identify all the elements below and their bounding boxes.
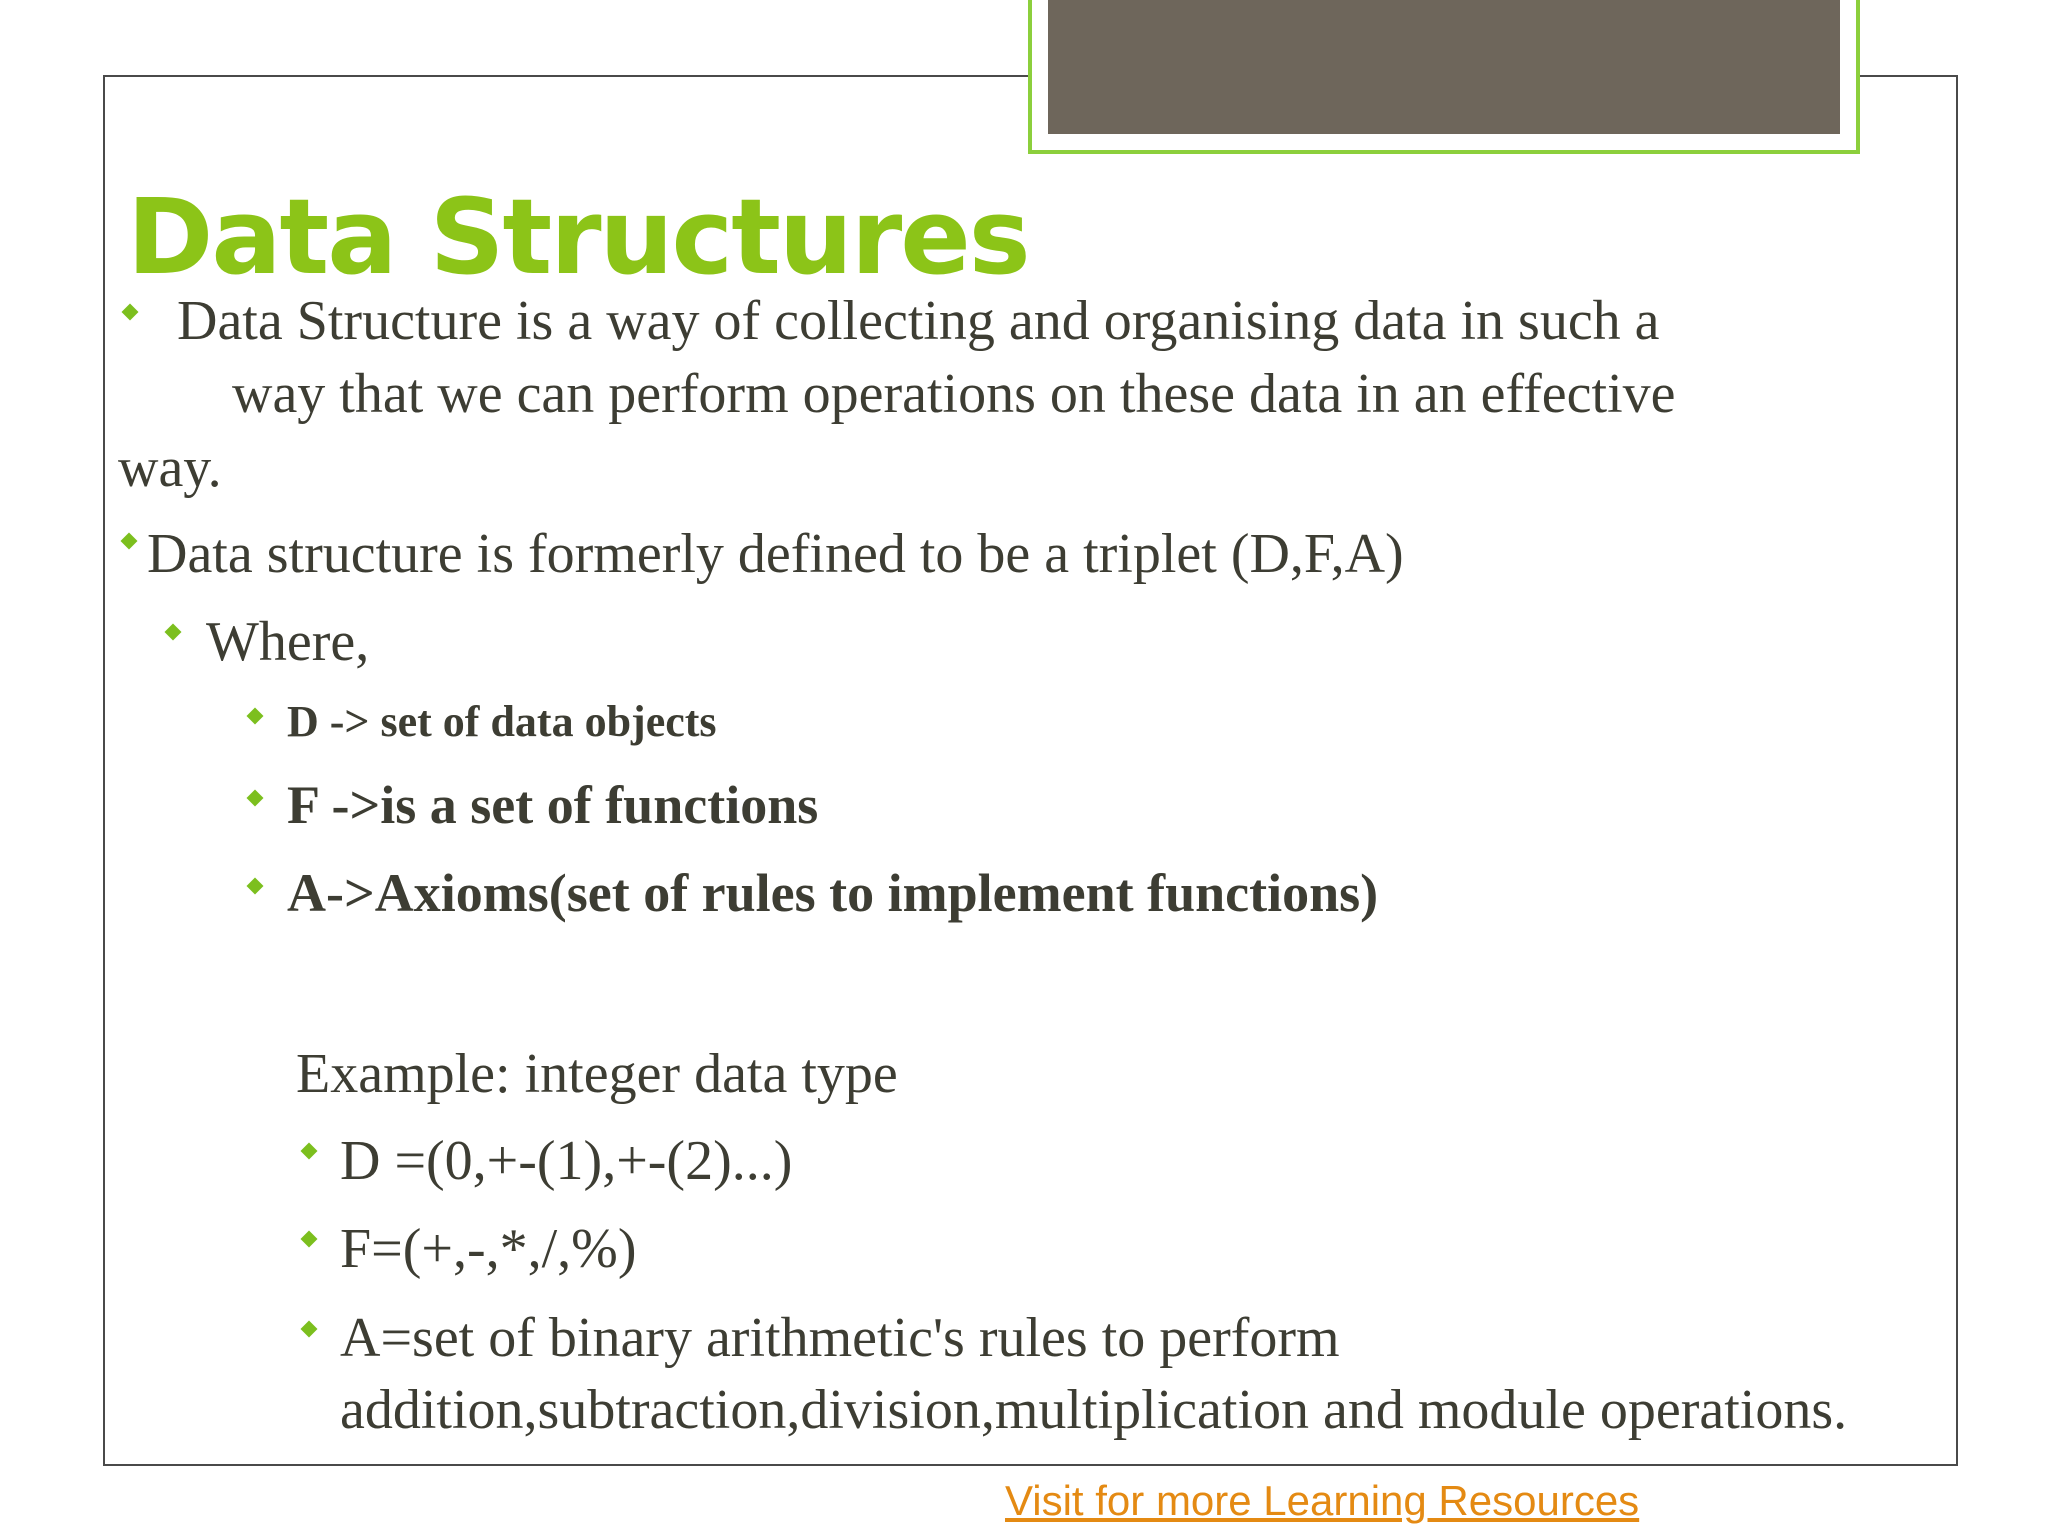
definition-f: F ->is a set of functions bbox=[287, 775, 819, 835]
example-a-line2: addition,subtraction,division,multiplication and module operations. bbox=[340, 1379, 1848, 1441]
example-heading: Example: integer data type bbox=[296, 1043, 898, 1105]
slide-title: Data Structures bbox=[127, 176, 1029, 298]
example-f: F=(+,-,*,/,%) bbox=[340, 1218, 637, 1280]
bullet-text: Where, bbox=[206, 611, 370, 673]
header-decoration-fill bbox=[1048, 0, 1840, 134]
learning-resources-link[interactable]: Visit for more Learning Resources bbox=[1005, 1477, 1640, 1524]
bullet-text: Data structure is formerly defined to be a triplet (D,F,A) bbox=[147, 523, 1404, 585]
definition-d: D -> set of data objects bbox=[287, 697, 717, 746]
example-a-line1: A=set of binary arithmetic's rules to perform bbox=[340, 1307, 1340, 1369]
header-decoration bbox=[1028, 0, 1860, 154]
bullet-text-line: way that we can perform operations on these data in an effective bbox=[232, 363, 1676, 425]
definition-a: A->Axioms(set of rules to implement functions) bbox=[287, 863, 1379, 923]
example-d: D =(0,+-(1),+-(2)...) bbox=[340, 1130, 793, 1192]
bullet-text-line: Data Structure is a way of collecting and organising data in such a bbox=[177, 290, 1660, 352]
bullet-text-line: way. bbox=[118, 437, 222, 499]
